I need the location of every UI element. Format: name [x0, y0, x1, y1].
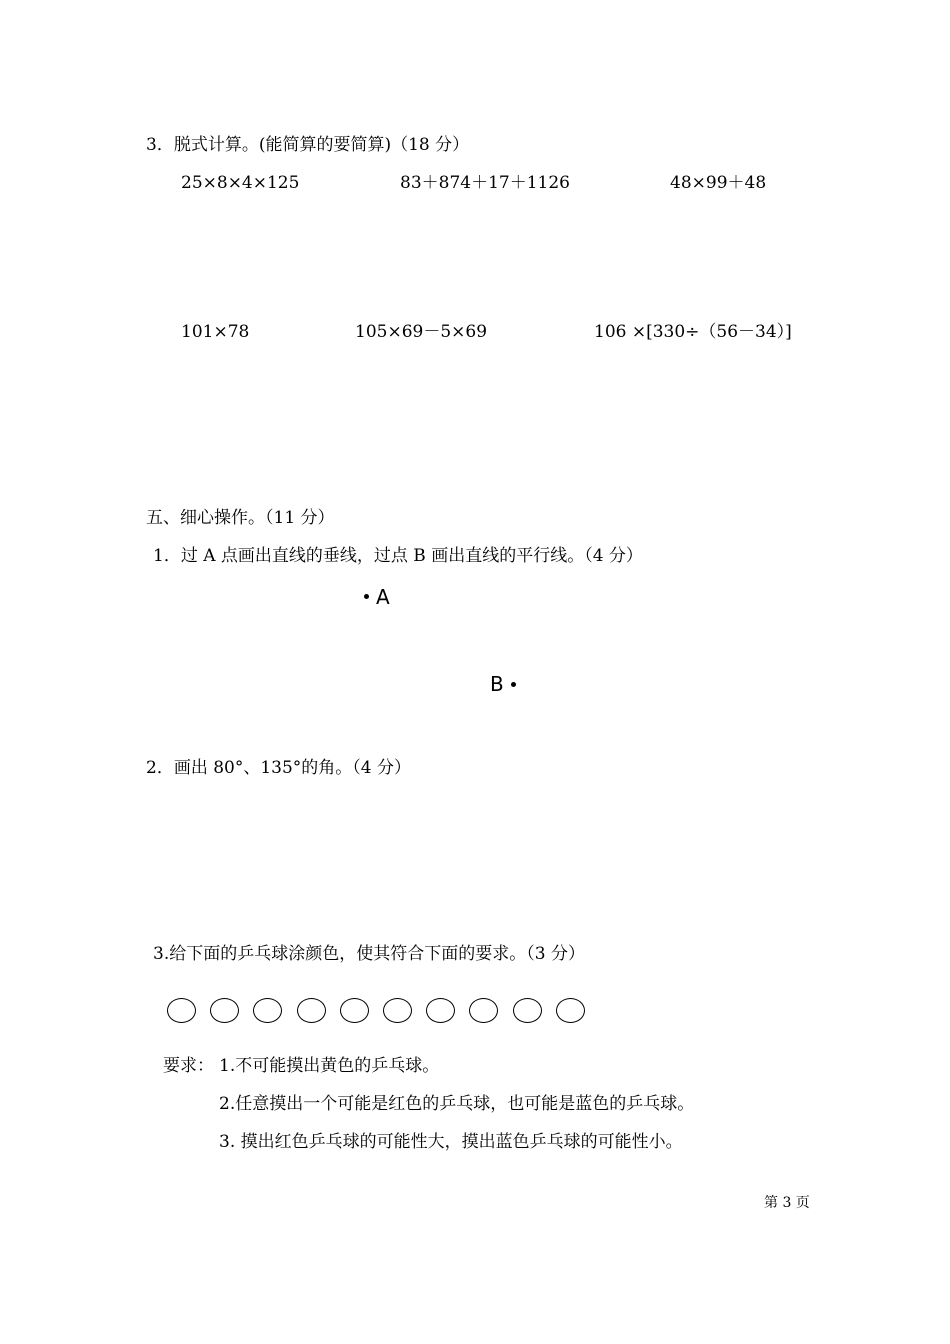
point-b-label: B	[490, 672, 504, 696]
perpendicular-question-title: 1．过 A 点画出直线的垂线，过点 B 画出直线的平行线。（4 分）	[153, 546, 643, 566]
ping-pong-ball[interactable]	[340, 998, 369, 1023]
point-b-dot	[511, 682, 516, 687]
angle-question-title: 2．画出 80°、135°的角。（4 分）	[146, 758, 412, 778]
ping-pong-ball[interactable]	[253, 998, 282, 1023]
calc-question-title: 3．脱式计算。(能简算的要简算)（18 分）	[146, 135, 470, 155]
ping-pong-question-title: 3.给下面的乒乓球涂颜色，使其符合下面的要求。（3 分）	[153, 944, 585, 964]
ping-pong-ball[interactable]	[469, 998, 498, 1023]
calc-expression-6: 106 ×[330÷（56－34）]	[594, 322, 792, 342]
calc-expression-2: 83＋874＋17＋1126	[400, 173, 570, 193]
calc-expression-3: 48×99＋48	[670, 173, 767, 193]
ping-pong-ball[interactable]	[383, 998, 412, 1023]
section-five-title: 五、细心操作。（11 分）	[146, 508, 335, 528]
point-a-dot	[364, 594, 369, 599]
requirements-label: 要求：	[163, 1056, 214, 1076]
ping-pong-ball[interactable]	[556, 998, 585, 1023]
ping-pong-ball[interactable]	[513, 998, 542, 1023]
calc-expression-5: 105×69－5×69	[355, 322, 488, 342]
ping-pong-ball[interactable]	[210, 998, 239, 1023]
calc-expression-1: 25×8×4×125	[181, 173, 300, 193]
requirement-1: 1.不可能摸出黄色的乒乓球。	[219, 1056, 440, 1076]
calc-expression-4: 101×78	[181, 322, 250, 342]
ping-pong-ball[interactable]	[167, 998, 196, 1023]
requirement-2: 2.任意摸出一个可能是红色的乒乓球，也可能是蓝色的乒乓球。	[219, 1094, 695, 1114]
requirement-3: 3. 摸出红色乒乓球的可能性大，摸出蓝色乒乓球的可能性小。	[219, 1132, 683, 1152]
point-a-label: A	[376, 585, 390, 609]
ping-pong-ball[interactable]	[297, 998, 326, 1023]
page-number: 第 3 页	[764, 1195, 810, 1211]
ping-pong-ball[interactable]	[426, 998, 455, 1023]
